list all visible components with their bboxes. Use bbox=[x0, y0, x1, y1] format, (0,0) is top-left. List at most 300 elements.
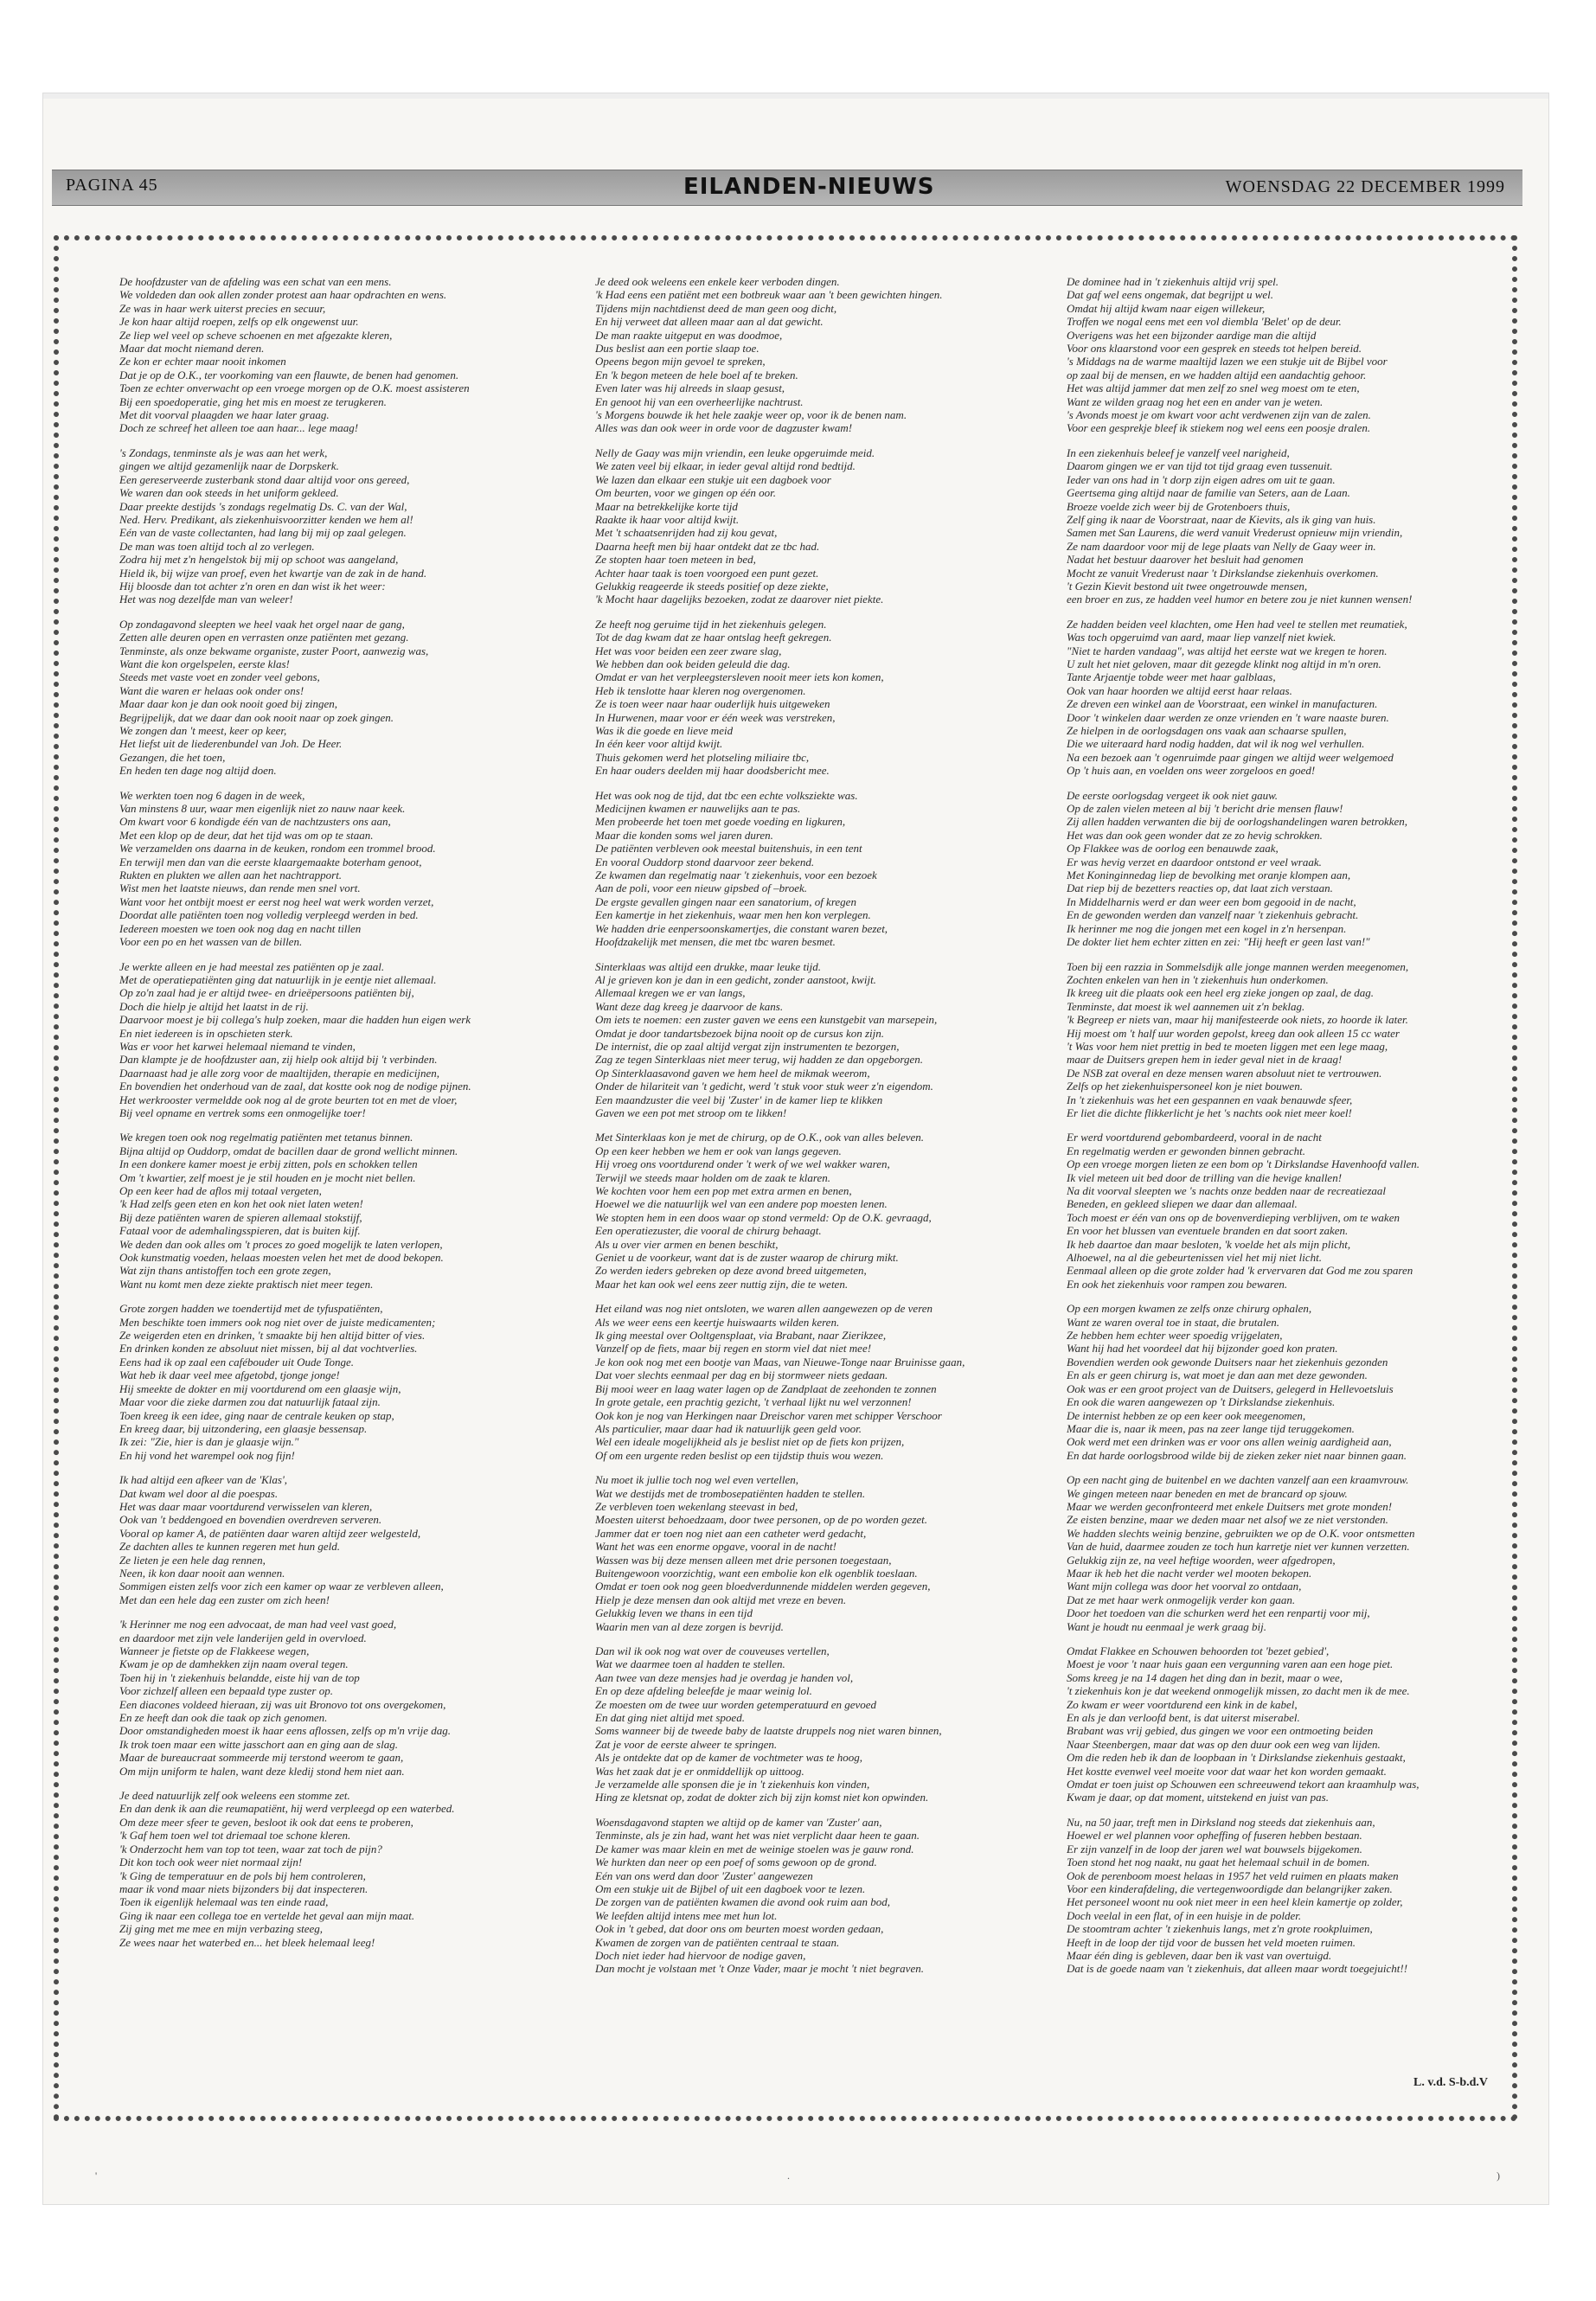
poem-line: Kwamen de zorgen van de patiënten centraal te staan. bbox=[595, 1935, 840, 1949]
poem-line: Bij mooi weer en laag water lagen op de Zandplaat de zeehonden te zonnen bbox=[595, 1381, 937, 1395]
poem-line: Toen kreeg ik een idee, ging naar de centrale keuken op stap, bbox=[119, 1408, 394, 1422]
poem-line: En haar ouders deelden mij haar doodsbericht mee. bbox=[595, 764, 830, 778]
scan-mark: . bbox=[787, 2170, 790, 2182]
poem-line: Steeds met vaste voet en zonder veel gebons, bbox=[119, 670, 320, 684]
poem-line: Zelf ging ik naar de Voorstraat, naar de Kievits, als ik ging van huis. bbox=[1067, 512, 1376, 526]
poem-line: Omdat Flakkee en Schouwen behoorden tot 'bezet gebied', bbox=[1067, 1644, 1330, 1657]
poem-line: Om kwart voor 6 kondigde één van de nachtzusters ons aan, bbox=[119, 815, 391, 829]
poem-line: Kwam je op de damhekken zijn naam overal tegen. bbox=[119, 1657, 349, 1671]
poem-line: Dan wil ik ook nog wat over de couveuses vertellen, bbox=[595, 1644, 830, 1657]
poem-line: En dat harde oorlogsbrood wilde bij de zieken zeker niet naar binnen gaan. bbox=[1067, 1448, 1407, 1462]
poem-line: maar ik vond maar niets bijzonders bij dat inspecteren. bbox=[119, 1881, 369, 1895]
poem-line: 't ziekenhuis kon je dat weekend onmogelijk missen, zo dacht men ik de mee. bbox=[1067, 1684, 1410, 1698]
poem-line: Vanzelf op de fiets, maar bij regen en storm viel dat niet mee! bbox=[595, 1342, 872, 1356]
poem-line: Op 't huis aan, en voelden ons weer zorgeloos en goed! bbox=[1067, 764, 1316, 778]
scan-mark: ) bbox=[1497, 2170, 1500, 2182]
poem-line: De man raakte uitgeput en was doodmoe, bbox=[595, 328, 783, 342]
stanza bbox=[119, 618, 569, 778]
poem-line: Het werkrooster vermeldde ook nog al de grote beurten tot en met de vloer, bbox=[119, 1093, 458, 1106]
poem-line: We kregen toen ook nog regelmatig patiënten met tetanus binnen. bbox=[119, 1131, 413, 1144]
poem-line: Er liet die dichte flikkerlicht je het 's nachts ook niet meer koel! bbox=[1067, 1106, 1352, 1119]
poem-line: Doch niet ieder had hiervoor de nodige gaven, bbox=[595, 1948, 806, 1962]
poem-line: De NSB zat overal en deze mensen waren absoluut niet te vertrouwen. bbox=[1067, 1066, 1382, 1080]
poem-line: Maar die konden soms wel jaren duren. bbox=[595, 828, 773, 842]
poem-line: maar de Duitsers grepen hem in ieder geval niet in de kraag! bbox=[1067, 1053, 1343, 1067]
poem-line: Een gereserveerde zusterbank stond daar altijd voor ons gereed, bbox=[119, 472, 410, 486]
poem-line: De internist hebben ze op een keer ook meegenomen, bbox=[1067, 1408, 1306, 1422]
poem-line: Want ze waren overal toe in staat, die brutalen. bbox=[1067, 1315, 1280, 1329]
poem-line: De eerste oorlogsdag vergeet ik ook niet gauw. bbox=[1067, 788, 1279, 802]
scan-edge bbox=[43, 93, 1548, 99]
poem-line: Dat is de goede naam van 't ziekenhuis, dat alleen maar wordt toegejuicht!! bbox=[1067, 1962, 1408, 1976]
poem-line: Ze kon er echter maar nooit inkomen bbox=[119, 355, 286, 369]
poem-line: Dat je op de O.K., ter voorkoming van een flauwte, de benen had genomen. bbox=[119, 368, 459, 381]
poem-line: Ik trok toen maar een witte jasschort aan en ging aan de slag. bbox=[119, 1737, 398, 1751]
poem-line: 's Middags na de warme maaltijd lazen we een stukje uit de Bijbel voor bbox=[1067, 355, 1388, 369]
poem-line: Moesten uiterst behoedzaam, door twee personen, op de po worden gezet. bbox=[595, 1513, 928, 1527]
poem-line: Ze hadden beiden veel klachten, ome Hen had veel te stellen met reumatiek, bbox=[1067, 617, 1407, 631]
poem-line: op zaal bij de mensen, en we hadden altijd een aandachtig gehoor. bbox=[1067, 368, 1367, 381]
poem-line: Om die reden heb ik dan de loopbaan in 't Dirkslandse ziekenhuis gestaakt, bbox=[1067, 1751, 1406, 1765]
poem-line: gingen we altijd gezamenlijk naar de Dorpskerk. bbox=[119, 459, 339, 473]
stanza bbox=[1067, 446, 1516, 606]
poem-line: Met dit voorval plaagden we haar later graag. bbox=[119, 408, 330, 422]
poem-line: Op zondagavond sleepten we heel vaak het orgel naar de gang, bbox=[119, 617, 405, 631]
poem-line: Ook was er een groot project van de Duitsers, gelegerd in Hellevoetsluis bbox=[1067, 1381, 1394, 1395]
poem-line: Hield ik, bij wijze van proef, even het kwartje van de zak in de hand. bbox=[119, 566, 427, 580]
author-signature: L. v.d. S-b.d.V bbox=[1413, 2076, 1488, 2089]
poem-line: Heb ik tenslotte haar kleren nog overgenomen. bbox=[595, 683, 806, 697]
poem-line: Toen bij een razzia in Sommelsdijk alle jonge mannen werden meegenomen, bbox=[1067, 959, 1409, 973]
poem-line: Ieder van ons had in 't dorp zijn eigen adres om uit te gaan. bbox=[1067, 472, 1336, 486]
poem-line: Toen ze echter onverwacht op een vroege morgen op de O.K. moest assisteren bbox=[119, 381, 470, 395]
poem-line: Nu, na 50 jaar, treft men in Dirksland nog steeds dat ziekenhuis aan, bbox=[1067, 1815, 1375, 1829]
poem-line: Opeens begon mijn gevoel te spreken, bbox=[595, 355, 766, 369]
poem-line: Wanneer je fietste op de Flakkeese wegen, bbox=[119, 1644, 310, 1657]
poem-line: Als u over vier armen en benen beschikt, bbox=[595, 1237, 779, 1251]
stanza bbox=[1067, 275, 1516, 435]
poem-line: Eenmaal alleen op die grote zolder had 'k ervervaren dat God me zou sparen bbox=[1067, 1264, 1413, 1278]
poem-line: Jammer dat er toen nog niet aan een catheter werd gedacht, bbox=[595, 1526, 867, 1540]
stanza bbox=[119, 1618, 569, 1778]
poem-line: Eén van ons werd dan door 'Zuster' aangewezen bbox=[595, 1868, 813, 1882]
poem-line: Want die kon orgelspelen, eerste klas! bbox=[119, 657, 290, 670]
stanza bbox=[1067, 1644, 1516, 1804]
stanza bbox=[119, 1473, 569, 1606]
poem-line: Buitengewoon voorzichtig, want een embolie kon elk ogenblik toeslaan. bbox=[595, 1566, 918, 1580]
page-footer-marks bbox=[43, 2170, 1548, 2182]
poem-line: Door het toedoen van die schurken werd het een renpartij voor mij, bbox=[1067, 1606, 1370, 1620]
poem-line: En ook die waren aangewezen op 't Dirkslandse ziekenhuis. bbox=[1067, 1395, 1336, 1409]
poem-line: We voldeden dan ook allen zonder protest aan haar opdrachten en wens. bbox=[119, 288, 447, 302]
poem-line: En hij verweet dat alleen maar aan al dat gewicht. bbox=[595, 315, 824, 329]
poem-line: Een kamertje in het ziekenhuis, waar men hen kon verplegen. bbox=[595, 908, 871, 922]
poem-line: Wassen was bij deze mensen alleen met drie personen toegestaan, bbox=[595, 1553, 892, 1567]
poem-line: Zodra hij met z'n hengelstok bij mij op schoot was aangeland, bbox=[119, 553, 399, 567]
poem-line: Bij deze patiënten waren de spieren allemaal stokstijf, bbox=[119, 1210, 362, 1224]
poem-line: De ergste gevallen gingen naar een sanatorium, of kregen bbox=[595, 894, 856, 908]
poem-line: We hadden drie eenpersoonskamertjes, die constant waren bezet, bbox=[595, 921, 888, 935]
poem-line: Ook kunstmatig voeden, helaas moesten velen het met de dood bekopen. bbox=[119, 1251, 444, 1265]
poem-line: Op Sinterklaasavond gaven we hem heel de mikmak weerom, bbox=[595, 1066, 870, 1080]
stanza bbox=[1067, 1131, 1516, 1291]
poem-line: Gezangen, die het toen, bbox=[119, 750, 226, 764]
poem-line: en daardoor met zijn vele landerijen geld in overvloed. bbox=[119, 1631, 367, 1644]
poem-line: Nelly de Gaay was mijn vriendin, een leuke opgeruimde meid. bbox=[595, 445, 875, 459]
poem-line: Ook werd met een drinken was er voor ons allen weinig aardigheid aan, bbox=[1067, 1435, 1392, 1449]
poem-line: Om mijn uniform te halen, want deze kledij stond hem niet aan. bbox=[119, 1764, 405, 1778]
poem-line: We zongen dan 't meest, keer op keer, bbox=[119, 724, 287, 737]
stanza bbox=[1067, 1302, 1516, 1462]
column-2 bbox=[595, 275, 1045, 1987]
poem-line: Wist men het laatste nieuws, dan rende men snel vort. bbox=[119, 881, 361, 895]
poem-line: U zult het niet geloven, maar dit gezegde klinkt nog altijd in m'n oren. bbox=[1067, 657, 1381, 670]
poem-line: Je kon haar altijd roepen, zelfs op elk ongewenst uur. bbox=[119, 315, 359, 329]
poem-line: En kreeg daar, bij uitzondering, een glaasje bessensap. bbox=[119, 1421, 368, 1435]
poem-line: Met 't schaatsenrijden had zij kou gevat, bbox=[595, 526, 778, 540]
poem-line: Doch ze schreef het alleen toe aan haar... lege maag! bbox=[119, 421, 359, 435]
poem-line: En ze heeft dan ook die taak op zich genomen. bbox=[119, 1711, 328, 1725]
poem-line: Men beschikte toen immers ook nog niet over de juiste medicamenten; bbox=[119, 1315, 436, 1329]
poem-line: Geertsema ging altijd naar de familie van Seters, aan de Laan. bbox=[1067, 486, 1350, 500]
poem-line: Bijna altijd op Ouddorp, omdat de bacillen daar de grond wellicht minnen. bbox=[119, 1144, 458, 1157]
poem-line: We hurkten dan neer op een poef of soms gewoon op de grond. bbox=[595, 1856, 877, 1869]
poem-line: Moest je voor 't naar huis gaan een vergunning varen aan een hoge piet. bbox=[1067, 1657, 1394, 1671]
poem-line: En de gewonden werden dan vanzelf naar 't ziekenhuis gebracht. bbox=[1067, 908, 1359, 922]
poem-line: Maar het kan ook wel eens zeer nuttig zijn, die te weten. bbox=[595, 1277, 849, 1291]
stanza bbox=[1067, 618, 1516, 778]
poem-line: Zo werden ieders gebreken op deze avond breed uitgemeten, bbox=[595, 1264, 867, 1278]
poem-line: We hebben dan ook beiden geleuld die dag. bbox=[595, 657, 791, 670]
poem-line: 'k Mocht haar dagelijks bezoeken, zodat ze daarover niet piekte. bbox=[595, 593, 884, 606]
poem-line: Dat voer slechts eenmaal per dag en bij stormweer niets gedaan. bbox=[595, 1368, 888, 1382]
poem-line: Zij ging met me mee en mijn verbazing steeg, bbox=[119, 1922, 324, 1936]
stanza bbox=[119, 1789, 569, 1949]
poem-line: Allemaal kregen we er van langs, bbox=[595, 986, 746, 1000]
poem-line: Omdat er van het verpleegstersleven nooit meer iets kon komen, bbox=[595, 670, 884, 684]
poem-line: Een diacones voldeed hieraan, zij was uit Bronovo tot ons overgekomen, bbox=[119, 1697, 446, 1711]
poem-line: Hij moest om 't half uur worden gepolst, kreeg dan ook alleen 15 cc water bbox=[1067, 1026, 1400, 1040]
poem-line: Wat zijn thans antistoffen toch een grote zegen, bbox=[119, 1264, 331, 1278]
poem-line: Op een keer had de aflos mij totaal vergeten, bbox=[119, 1184, 322, 1197]
poem-line: Want voor het ontbijt moest er eerst nog heel wat werk worden verzet, bbox=[119, 894, 434, 908]
poem-line: Daarom gingen we er van tijd tot tijd graag even tussenuit. bbox=[1067, 459, 1333, 473]
poem-line: De internist, die op zaal altijd vergat zijn instrumenten te bezorgen, bbox=[595, 1039, 900, 1053]
poem-line: Ik heb daartoe dan maar besloten, 'k voelde het als mijn plicht, bbox=[1067, 1237, 1351, 1251]
poem-line: Want nu komt men deze ziekte praktisch niet meer tegen. bbox=[119, 1277, 374, 1291]
poem-line: 'k Herinner me nog een advocaat, de man had veel vast goed, bbox=[119, 1618, 397, 1631]
poem-line: Tenminste, dat moest ik wel aannemen uit z'n beklag. bbox=[1067, 999, 1305, 1013]
poem-line: Van de huid, daarmee zouden ze toch hun karretje niet ver kunnen verzetten. bbox=[1067, 1540, 1410, 1554]
poem-line: een broer en zus, ze hadden veel humor en betere zou je niet kunnen wensen! bbox=[1067, 593, 1413, 606]
poem-line: Om iets te noemen: een zuster gaven we eens een kunstgebit van marsepein, bbox=[595, 1013, 938, 1027]
poem-line: Ik ging meestal over Ooltgensplaat, via Brabant, naar Zierikzee, bbox=[595, 1329, 887, 1343]
poem-line: Maar na betrekkelijke korte tijd bbox=[595, 499, 738, 513]
newspaper-page bbox=[43, 93, 1548, 2204]
poem-line: Gelukkig zijn ze, na veel heftige woorden, weer afgedropen, bbox=[1067, 1553, 1336, 1567]
stanza bbox=[119, 275, 569, 435]
poem-line: En drinken konden ze absoluut niet missen, bij al dat vochtverlies. bbox=[119, 1342, 418, 1356]
poem-line: Maar ik heb het die nacht verder wel mooten bekopen. bbox=[1067, 1566, 1312, 1580]
poem-line: Dan klampte je de hoofdzuster aan, zij hielp ook altijd bij 't verbinden. bbox=[119, 1053, 438, 1067]
poem-line: 'k Had zelfs geen eten en kon het ook niet laten weten! bbox=[119, 1197, 363, 1211]
stanza bbox=[119, 1131, 569, 1291]
newspaper-name: EILANDEN-NIEUWS bbox=[683, 174, 935, 200]
poem-line: Op Flakkee was de oorlog een benauwde zaak, bbox=[1067, 842, 1279, 856]
poem-line: Ze lieten je een hele dag rennen, bbox=[119, 1553, 266, 1567]
poem-line: Alles was dan ook weer in orde voor de dagzuster kwam! bbox=[595, 421, 853, 435]
poem-line: Ze dachten alles te kunnen regeren met hun geld. bbox=[119, 1540, 340, 1554]
poem-line: Mocht ze vanuit Vrederust naar 't Dirkslandse ziekenhuis overkomen. bbox=[1067, 566, 1379, 580]
poem-line: En terwijl men dan van die eerste klaargemaakte boterham genoot, bbox=[119, 855, 422, 868]
poem-line: We gingen meteen naar beneden en met de brancard op sjouw. bbox=[1067, 1486, 1348, 1500]
poem-line: Want deze dag kreeg je daarvoor de kans. bbox=[595, 999, 784, 1013]
poem-line: Wat we destijds met de trombosepatiënten hadden te stellen. bbox=[595, 1486, 866, 1500]
stanza bbox=[595, 960, 1045, 1120]
poem-line: Ik viel meteen uit bed door de trilling van die hevige knallen! bbox=[1067, 1170, 1343, 1184]
poem-line: Dat gaf wel eens ongemak, dat begrijpt u wel. bbox=[1067, 288, 1274, 302]
poem-line: Op een vroege morgen lieten ze een bom op 't Dirkslandse Havenhoofd vallen. bbox=[1067, 1157, 1420, 1171]
poem-line: Ze was in haar werk uiterst precies en secuur, bbox=[119, 301, 326, 315]
poem-line: Ned. Herv. Predikant, als ziekenhuisvoorzitter kenden we hem al! bbox=[119, 512, 413, 526]
poem-line: Op een keer hebben we hem er ook van langs gegeven. bbox=[595, 1144, 842, 1157]
poem-line: Met de operatiepatiënten ging dat natuurlijk in je eentje niet allemaal. bbox=[119, 972, 437, 986]
poem-line: Men probeerde het toen met goede voeding en ligkuren, bbox=[595, 815, 846, 829]
poem-line: Met Sinterklaas kon je met de chirurg, op de O.K., ook van alles beleven. bbox=[595, 1131, 925, 1144]
poem-line: Toen stond het nog naakt, nu gaat het helemaal schuil in de bomen. bbox=[1067, 1856, 1370, 1869]
poem-line: En genoot hij van een overheerlijke nachtrust. bbox=[595, 394, 804, 408]
poem-line: Samen met San Laurens, die werd vanuit Vrederust opnieuw mijn vriendin, bbox=[1067, 526, 1403, 540]
poem-line: Dat riep bij de bezetters reacties op, dat laat zich verstaan. bbox=[1067, 881, 1333, 895]
stanza bbox=[119, 1302, 569, 1462]
stanza bbox=[595, 789, 1045, 949]
poem-line: Terwijl we steeds maar holden om de zaak te klaren. bbox=[595, 1170, 831, 1184]
poem-line: Met een klop op de deur, dat het tijd was om op te staan. bbox=[119, 828, 374, 842]
poem-line: Maar één ding is gebleven, daar ben ik vast van overtuigd. bbox=[1067, 1948, 1332, 1962]
poem-line: Soms kreeg je na 14 dagen het ding dan in bezit, maar o wee, bbox=[1067, 1670, 1343, 1684]
poem-line: Begrijpelijk, dat we daar dan ook nooit naar op zoek gingen. bbox=[119, 710, 394, 724]
poem-line: Het was altijd jammer dat men zelf zo snel weg moest om te eten, bbox=[1067, 381, 1360, 395]
poem-line: De man was toen altijd toch al zo verlegen. bbox=[119, 539, 315, 553]
stanza bbox=[595, 618, 1045, 778]
poem-line: Maar we werden geconfronteerd met enkele Duitsers met grote monden! bbox=[1067, 1499, 1393, 1513]
poem-line: En voor het blussen van eventuele branden en dat soort zaken. bbox=[1067, 1224, 1349, 1238]
poem-line: We kochten voor hem een pop met extra armen en benen, bbox=[595, 1184, 852, 1197]
poem-line: Voor zichzelf alleen een bepaald type zuster op. bbox=[119, 1684, 333, 1698]
poem-line: Het eiland was nog niet ontsloten, we waren allen aangewezen op de veren bbox=[595, 1302, 933, 1316]
poem-line: En heden ten dage nog altijd doen. bbox=[119, 764, 277, 778]
poem-line: Al je grieven kon je dan in een gedicht, zonder aanstoot, kwijt. bbox=[595, 972, 876, 986]
stanza bbox=[595, 1473, 1045, 1633]
poem-line: Het was daar maar voortdurend verwisselen van kleren, bbox=[119, 1499, 373, 1513]
poem-line: 'k Begreep er niets van, maar hij manifesteerde ook niets, zo hoorde ik later. bbox=[1067, 1013, 1408, 1027]
poem-line: Daar preekte destijds 's zondags regelmatig Ds. C. van der Wal, bbox=[119, 499, 407, 513]
poem-line: Dus beslist aan een portie slaap toe. bbox=[595, 342, 760, 356]
poem-line: Toch moest er één van ons op de bovenverdieping verblijven, om te waken bbox=[1067, 1210, 1400, 1224]
poem-line: Maar die is, naar ik meen, pas na zeer lange tijd teruggekomen. bbox=[1067, 1421, 1355, 1435]
poem-line: Op een nacht ging de buitenbel en we dachten vanzelf aan een kraamvrouw. bbox=[1067, 1473, 1409, 1487]
poem-line: Woensdagavond stapten we altijd op de kamer van 'Zuster' aan, bbox=[595, 1815, 882, 1829]
poem-line: De stoomtram achter 't ziekenhuis langs, met z'n grote rookpluimen, bbox=[1067, 1922, 1373, 1936]
poem-line: Met Koninginnedag liep de bevolking met oranje klompen aan, bbox=[1067, 868, 1351, 882]
poem-line: Tante Arjaentje tobde weer met haar galblaas, bbox=[1067, 670, 1276, 684]
poem-line: Daarvoor moest je bij collega's hulp zoeken, maar die hadden hun eigen werk bbox=[119, 1013, 471, 1027]
poem-line: Broeze voelde zich weer bij de Grotenboers thuis, bbox=[1067, 499, 1291, 513]
poem-line: Van minstens 8 uur, waar men eigenlijk niet zo nauw naar keek. bbox=[119, 802, 406, 816]
poem-line: Het was dan ook geen wonder dat ze zo hevig schrokken. bbox=[1067, 828, 1323, 842]
poem-line: Omdat hij altijd kwam naar eigen willekeur, bbox=[1067, 301, 1266, 315]
poem-line: Zij allen hadden verwanten die bij de oorlogshandelingen waren betrokken, bbox=[1067, 815, 1408, 829]
poem-line: Ook de perenboom moest helaas in 1957 het veld ruimen en plaats maken bbox=[1067, 1868, 1399, 1882]
poem-line: 'k Onderzocht hem van top tot teen, waar zat toch de pijn? bbox=[119, 1842, 382, 1856]
poem-line: Ze moesten om de twee uur worden getemperatuurd en gevoed bbox=[595, 1697, 877, 1711]
poem-line: 's Avonds moest je om kwart voor acht verdwenen zijn van de zalen. bbox=[1067, 408, 1371, 422]
poem-line: Alhoewel, na al die gebeurtenissen viel het mij niet licht. bbox=[1067, 1251, 1322, 1265]
poem-line: Ze wees naar het waterbed en... het bleek helemaal leeg! bbox=[119, 1935, 375, 1949]
poem-line: Ik herinner me nog die jongen met een kogel in z'n hersenpan. bbox=[1067, 921, 1347, 935]
poem-line: 'k Gaf hem toen wel tot driemaal toe schone kleren. bbox=[119, 1829, 351, 1843]
poem-line: Ze verbleven toen wekenlang steevast in bed, bbox=[595, 1499, 798, 1513]
poem-line: De kamer was maar klein en met de weinige stoelen was je gauw rond. bbox=[595, 1842, 914, 1856]
poem-line: Troffen we nogal eens met een vol diembla 'Belet' op de deur. bbox=[1067, 315, 1342, 329]
poem-line: Heeft in de loop der tijd voor de bussen het veld moeten ruimen. bbox=[1067, 1935, 1356, 1949]
poem-line: Eén van de vaste collectanten, had lang bij mij op zaal gelegen. bbox=[119, 526, 407, 540]
poem-line: In 't ziekenhuis was het een gespannen en vaak benauwde sfeer, bbox=[1067, 1093, 1353, 1106]
poem-line: Je werkte alleen en je had meestal zes patiënten op je zaal. bbox=[119, 959, 385, 973]
poem-line: In grote getale, een prachtig gezicht, 't verhaal lijkt nu wel verzonnen! bbox=[595, 1395, 912, 1409]
poem-line: Het was ook nog de tijd, dat tbc een echte volksziekte was. bbox=[595, 788, 858, 802]
article-frame bbox=[54, 235, 1517, 2121]
poem-line: We verzamelden ons daarna in de keuken, rondom een trommel brood. bbox=[119, 842, 436, 856]
poem-line: Want hij had het voordeel dat hij bijzonder goed kon praten. bbox=[1067, 1342, 1338, 1356]
poem-line: Een maandzuster die veel bij 'Zuster' in de kamer liep te klikken bbox=[595, 1093, 883, 1106]
poem-line: Sommigen eisten zelfs voor zich een kamer op waar ze verbleven alleen, bbox=[119, 1580, 444, 1593]
poem-line: Neen, ik kon daar nooit aan wennen. bbox=[119, 1566, 285, 1580]
poem-line: Als particulier, maar daar had ik natuurlijk geen geld voor. bbox=[595, 1421, 862, 1435]
poem-line: Ik zei: "Zie, hier is dan je glaasje wijn." bbox=[119, 1435, 299, 1449]
stanza bbox=[1067, 1473, 1516, 1633]
poem-line: Voor een gesprekje bleef ik stiekem nog wel eens een poosje dralen. bbox=[1067, 421, 1371, 435]
poem-line: Hij vroeg ons voortdurend onder 't werk of we wel wakker waren, bbox=[595, 1157, 890, 1171]
poem-line: Nadat het bestuur daarover het besluit had genomen bbox=[1067, 553, 1304, 567]
poem-line: Achter haar taak is toen voorgoed een punt gezet. bbox=[595, 566, 819, 580]
poem-line: Grote zorgen hadden we toendertijd met de tyfuspatiënten, bbox=[119, 1302, 383, 1316]
poem-line: En dat ging niet altijd met spoed. bbox=[595, 1711, 745, 1725]
poem-line: Ze kwamen dan regelmatig naar 't ziekenhuis, voor een bezoek bbox=[595, 868, 877, 882]
poem-line: Op zo'n zaal had je er altijd twee- en drieëpersoons patiënten bij, bbox=[119, 986, 414, 1000]
poem-line: 's Zondags, tenminste als je was aan het werk, bbox=[119, 445, 328, 459]
poem-line: Tenminste, als onze bekwame organiste, zuster Poort, aanwezig was, bbox=[119, 644, 429, 657]
poem-line: Ze heeft nog geruime tijd in het ziekenhuis gelegen. bbox=[595, 617, 827, 631]
poem-line: In Hurwenen, maar voor er één week was verstreken, bbox=[595, 710, 836, 724]
poem-line: Ook in 't gebed, dat door ons om beurten moest worden gedaan, bbox=[595, 1922, 884, 1936]
poem-line: Maar daar kon je dan ook nooit goed bij zingen, bbox=[119, 697, 338, 711]
poem-line: "Niet te harden vandaag", was altijd het eerste wat we kregen te horen. bbox=[1067, 644, 1388, 657]
poem-line: Want mijn collega was door het voorval zo ontdaan, bbox=[1067, 1580, 1302, 1593]
poem-line: In een donkere kamer moest je erbij zitten, pols en schokken tellen bbox=[119, 1157, 418, 1171]
page-header bbox=[52, 170, 1522, 206]
poem-line: We deden dan ook alles om 't proces zo goed mogelijk te laten verlopen, bbox=[119, 1237, 443, 1251]
poem-line: Rukten en plukten we allen aan het nachtrapport. bbox=[119, 868, 343, 882]
poem-line: Als we weer eens een keertje huiswaarts wilden keren. bbox=[595, 1315, 840, 1329]
poem-line: Was ik die goede en lieve meid bbox=[595, 724, 734, 737]
poem-line: Het kostte evenwel veel moeite voor dat waar het kon worden gemaakt. bbox=[1067, 1764, 1387, 1778]
stanza bbox=[595, 1302, 1045, 1462]
poem-line: Er werd voortdurend gebombardeerd, vooral in de nacht bbox=[1067, 1131, 1322, 1144]
poem-line: Ik kreeg uit die plaats ook een heel erg zieke jongen op zaal, de dag. bbox=[1067, 986, 1374, 1000]
poem-line: Zelfs op het ziekenhuispersoneel kon je niet bouwen. bbox=[1067, 1080, 1303, 1093]
poem-line: Maar de bureaucraat sommeerde mij terstond weerom te gaan, bbox=[119, 1751, 404, 1765]
poem-line: En als er geen chirurg is, wat moet je dan aan met deze gewonden. bbox=[1067, 1368, 1368, 1382]
poem-line: Nu moet ik jullie toch nog wel even vertellen, bbox=[595, 1473, 799, 1487]
poem-line: Hij bloosde dan tot achter z'n oren en dan wist ik het weer: bbox=[119, 579, 386, 593]
poem-line: De dokter liet hem echter zitten en zei: "Hij heeft er geen last van!" bbox=[1067, 935, 1370, 949]
poem-line: Zetten alle deuren open en verrasten onze patiënten met gezang. bbox=[119, 631, 409, 644]
poem-line: Het was voor beiden een zeer zware slag, bbox=[595, 644, 782, 657]
poem-line: Het liefst uit de liederenbundel van Joh. De Heer. bbox=[119, 737, 343, 751]
poem-line: Want het was een enorme opgave, vooral in de nacht! bbox=[595, 1540, 836, 1554]
poem-line: Die we uiteraard hard nodig hadden, dat wil ik nog wel verhullen. bbox=[1067, 737, 1365, 751]
poem-line: Waarin men van al deze zorgen is bevrijd. bbox=[595, 1619, 784, 1633]
stanza bbox=[119, 789, 569, 949]
poem-line: We leefden altijd intens mee met hun lot. bbox=[595, 1908, 778, 1922]
poem-line: Kwam je daar, op dat moment, uitstekend en juist van pas. bbox=[1067, 1791, 1329, 1804]
poem-line: Dat ze met haar werk onmogelijk verder kon gaan. bbox=[1067, 1593, 1296, 1606]
poem-line: Gelukkig leven we thans in een tijd bbox=[595, 1606, 753, 1620]
poem-line: Iedereen moesten we toen ook nog dag en nacht tillen bbox=[119, 921, 362, 935]
poem-line: Vooral op kamer A, de patiënten daar waren altijd zeer welgesteld, bbox=[119, 1526, 421, 1540]
poem-line: Want die waren er helaas ook onder ons! bbox=[119, 683, 304, 697]
poem-line: Geniet u de voorkeur, want dat is de zuster waarop de chirurg mikt. bbox=[595, 1251, 899, 1265]
poem-line: Ze is toen weer naar haar ouderlijk huis uitgeweken bbox=[595, 697, 830, 711]
stanza bbox=[119, 446, 569, 606]
poem-line: Doch veelal in een flat, of in een huisje in de polder. bbox=[1067, 1908, 1302, 1922]
poem-line: We hadden slechts weinig benzine, gebruikten we op de O.K. voor ontsmetten bbox=[1067, 1526, 1415, 1540]
poem-line: Omdat er toen juist op Schouwen een schreeuwend tekort aan kraamhulp was, bbox=[1067, 1778, 1420, 1791]
poem-line: Ik had altijd een afkeer van de 'Klas', bbox=[119, 1473, 288, 1487]
poem-line: We stopten hem in een doos waar op stond vermeld: Op de O.K. gevraagd, bbox=[595, 1210, 932, 1224]
poem-line: En 'k begon meteen de hele boel af te breken. bbox=[595, 368, 798, 381]
poem-line: Voor een kinderafdeling, die vertegenwoordigde dan belangrijker zaken. bbox=[1067, 1881, 1393, 1895]
poem-line: Hoewel we die natuurlijk wel van een andere pop moesten lenen. bbox=[595, 1197, 888, 1211]
poem-line: Bij veel opname en vertrek soms een onmogelijke toer! bbox=[119, 1106, 366, 1119]
poem-line: Want je houdt nu eenmaal je werk graag bij. bbox=[1067, 1619, 1266, 1633]
poem-line: Ze hielpen in de oorlogsdagen ons vaak aan schaarse spullen, bbox=[1067, 724, 1347, 737]
poem-line: Was het zaak dat je er onmiddellijk op uittoog. bbox=[595, 1764, 804, 1778]
poem-line: En vooral Ouddorp stond daarvoor zeer bekend. bbox=[595, 855, 815, 868]
poem-line: Ook van 't beddengoed en bovendien overdreven serveren. bbox=[119, 1513, 382, 1527]
poem-line: We lazen dan elkaar een stukje uit een dagboek voor bbox=[595, 472, 831, 486]
poem-line: Voor ons klaarstond voor een gesprek en steeds tot helpen bereid. bbox=[1067, 342, 1362, 356]
poem-line: De hoofdzuster van de afdeling was een schat van een mens. bbox=[119, 275, 392, 288]
issue-date: WOENSDAG 22 DECEMBER 1999 bbox=[1225, 177, 1505, 196]
poem-line: Eens had ik op zaal een cafébouder uit Oude Tonge. bbox=[119, 1355, 355, 1368]
poem-line: Voor een po en het wassen van de billen. bbox=[119, 935, 303, 949]
stanza bbox=[595, 1816, 1045, 1976]
poem-line: Ze hebben hem echter weer spoedig vrijgelaten, bbox=[1067, 1329, 1283, 1343]
poem-line: En niet iedereen is in opschieten sterk. bbox=[119, 1026, 293, 1040]
poem-line: Ze dreven een winkel aan de Voorstraat, een winkel in manufacturen. bbox=[1067, 697, 1378, 711]
poem-line: Was er voor het karwei helemaal niemand te vinden, bbox=[119, 1039, 356, 1053]
poem-line: En als je dan verloofd bent, is dat uiterst miserabel. bbox=[1067, 1711, 1300, 1725]
poem-line: En regelmatig werden er gewonden binnen gebracht. bbox=[1067, 1144, 1305, 1157]
poem-line: Zo kwam er weer voortdurend een kink in de kabel, bbox=[1067, 1697, 1298, 1711]
poem-line: Om beurten, voor we gingen op één oor. bbox=[595, 486, 777, 500]
poem-line: Met dan een hele dag een zuster om zich heen! bbox=[119, 1593, 330, 1606]
poem-line: Doch die hielp je altijd het laatst in de rij. bbox=[119, 999, 309, 1013]
poem-line: Door omstandigheden moest ik haar eens aflossen, zelfs op m'n vrije dag. bbox=[119, 1724, 451, 1738]
poem-line: Je deed natuurlijk zelf ook weleens een stomme zet. bbox=[119, 1789, 350, 1803]
